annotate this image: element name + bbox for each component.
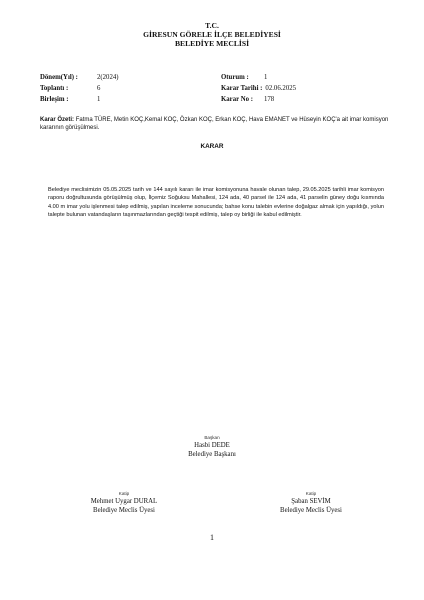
katip-left-title: Belediye Meclis Üyesi <box>93 507 155 515</box>
meta-oturum <box>221 72 296 83</box>
meta-donem <box>40 72 119 83</box>
oturum-label: Oturum : <box>221 74 249 81</box>
baskan-title: Belediye Başkanı <box>188 451 236 459</box>
document-header <box>0 21 424 49</box>
meta-karar-tarihi <box>221 83 296 94</box>
meta-birlesim <box>40 94 119 105</box>
meta-left-block <box>40 72 119 105</box>
birlesim-label: Birleşim : <box>40 96 69 103</box>
meta-right-block <box>221 72 296 105</box>
katip-right-title: Belediye Meclis Üyesi <box>280 507 342 515</box>
toplanti-label: Toplantı : <box>40 85 69 92</box>
karar-tarihi-value: 02.06.2025 <box>265 85 297 92</box>
donem-label: Dönem(Yıl) : <box>40 74 78 81</box>
page-number: 1 <box>210 533 214 542</box>
signature-katip-right <box>261 490 361 516</box>
karar-ozeti <box>40 116 390 133</box>
baskan-name: Hasbi DEDE <box>194 442 230 449</box>
karar-ozeti-label: Karar Özeti: <box>40 117 75 123</box>
baskan-role: Başkan <box>204 435 220 440</box>
karar-title: KARAR <box>200 143 224 150</box>
karar-body-text: Belediye meclisimizin 05.05.2025 tarih ve 144 sayılı kararı ile imar komisyonuna havale olunan talep, 29.05.2025 tarihli imar komisyon raporu doğrultusunda görüşülmüş olup, İlçemiz Soğuksu Mahallesi, 124 ada, 40 parsel ile 124 ada, 41 parselin güney doğu kısmında 4.00 m imar yolu işlenmesi talep edilmiş, yapılan inceleme sonucunda; bahse konu talebin evlerine doğalgaz almak için yapıldığı, yolun talepte bulunan vatandaşların taşınmazlarından geçtiği tespit edilmiş, talep oy birliği ile kabul edilmiştir. <box>48 187 384 219</box>
signature-katip-left <box>74 490 174 516</box>
katip-right-name: Şaban SEVİM <box>291 498 331 505</box>
katip-left-role: Katip <box>118 491 130 496</box>
oturum-value: 1 <box>264 74 268 81</box>
toplanti-value: 6 <box>97 85 101 92</box>
header-tc: T.C. <box>205 21 219 30</box>
karar-no-value: 178 <box>264 96 275 103</box>
header-council: BELEDİYE MECLİSİ <box>174 39 250 49</box>
karar-tarihi-label: Karar Tarihi : <box>221 85 263 92</box>
meta-karar-no <box>221 94 296 105</box>
katip-left-name: Mehmet Uygar DURAL <box>90 498 158 505</box>
donem-value: 2(2024) <box>97 74 119 81</box>
karar-ozeti-text: Fatma TÜRE, Metin KOÇ,Kemal KOÇ, Özkan KOÇ, Erkan KOÇ, Hava EMANET ve Hüseyin KOÇ'a ait imar komisyon kararının görüşülmesi. <box>40 117 389 132</box>
header-municipality: GİRESUN GÖRELE İLÇE BELEDİYESİ <box>143 30 281 40</box>
karar-no-label: Karar No : <box>221 96 253 103</box>
katip-right-role: Katip <box>305 491 317 496</box>
meta-toplanti <box>40 83 119 94</box>
signature-baskan <box>162 434 262 460</box>
birlesim-value: 1 <box>97 96 101 103</box>
